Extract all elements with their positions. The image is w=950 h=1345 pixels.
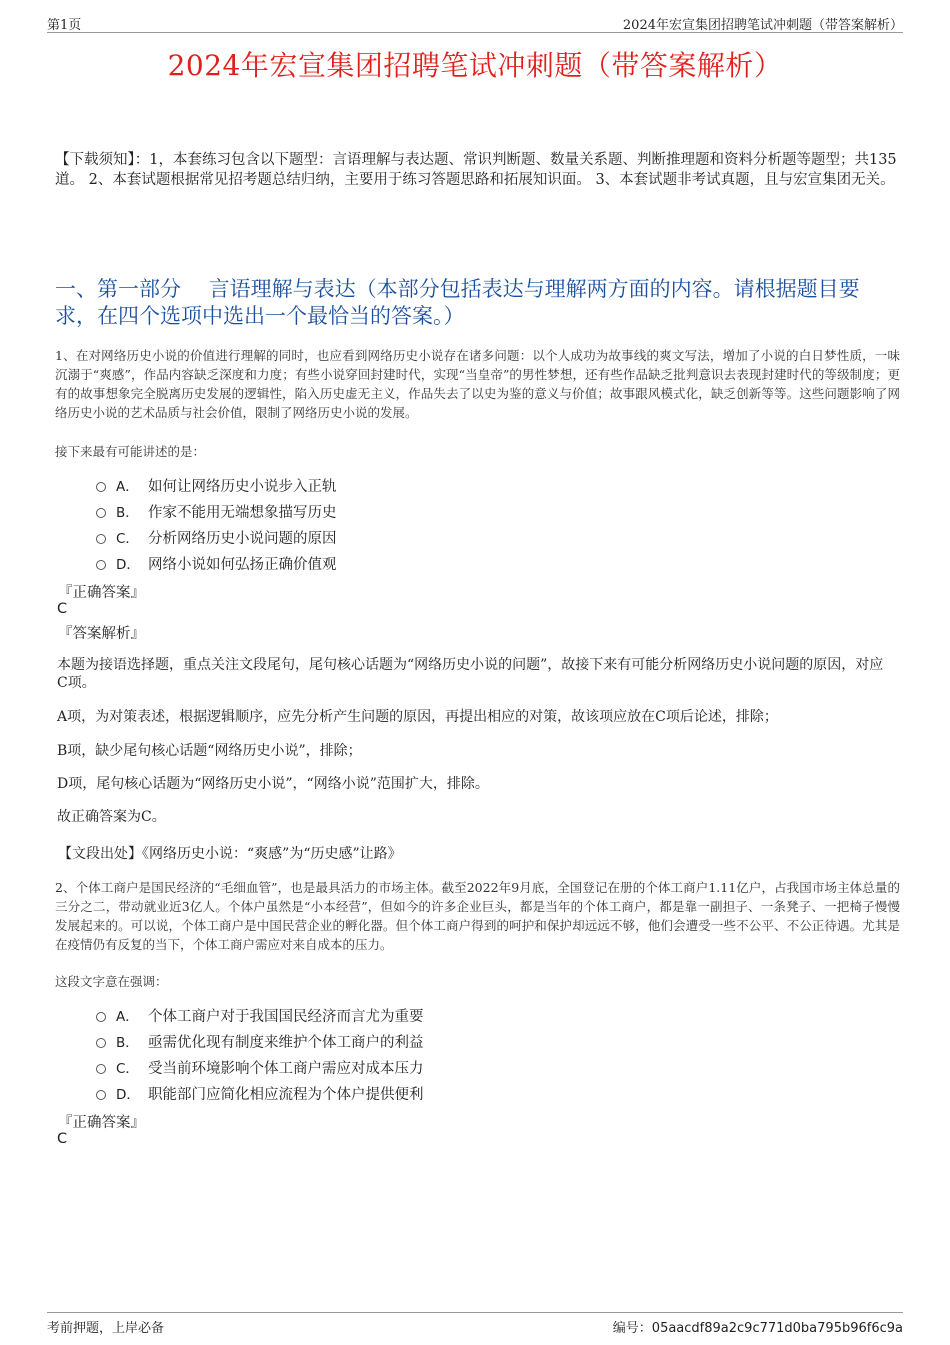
option-c[interactable]: C． 受当前环境影响个体工商户需应对成本压力 — [96, 1054, 424, 1080]
document-code: 编号：05aacdf89a2c9c771d0ba795b96f6c9a — [612, 1321, 903, 1336]
analysis-paragraph: D项，尾句核心话题为“网络历史小说”，“网络小说”范围扩大，排除。 — [57, 776, 489, 792]
footer-slogan: 考前押题，上岸必备 — [47, 1321, 165, 1336]
radio-icon[interactable] — [96, 560, 106, 570]
radio-icon[interactable] — [96, 1012, 106, 1022]
radio-icon[interactable] — [96, 534, 106, 544]
option-a[interactable]: A． 如何让网络历史小说步入正轨 — [96, 472, 337, 498]
radio-icon[interactable] — [96, 1038, 106, 1048]
source-citation: 【文段出处】《网络历史小说：“爽感”为“历史感”让路》 — [58, 846, 402, 862]
answer-label: 『正确答案』 — [58, 585, 145, 601]
option-b[interactable]: B． 作家不能用无端想象描写历史 — [96, 498, 337, 524]
header-doc-title: 2024年宏宣集团招聘笔试冲刺题（带答案解析） — [622, 18, 903, 33]
answer-value: C — [57, 1131, 68, 1147]
question-1-options — [96, 472, 337, 576]
question-1-text: 1、在对网络历史小说的价值进行理解的同时，也应看到网络历史小说存在诸多问题：以个人成功为故事线的爽文写法，增加了小说的白日梦性质，一味沉溺于“爽感”，作品内容缺乏深度和力度；有些小说穿回封建时代，实现“当皇帝”的男性梦想，还有些作品缺乏批判意识去表现封建时代的等级制度；更有的故事想象完全脱离历史发展的逻辑性，陷入历史虚无主义，作品失去了以史为鉴的意义与价值；故事跟风模式化，缺乏创新等等。这些问题影响了网络历史小说的艺术品质与社会价值，限制了网络历史小说的发展。 — [55, 348, 900, 420]
question-2-prompt: 这段文字意在强调： — [55, 974, 168, 989]
question-2-text: 2、个体工商户是国民经济的“毛细血管”，也是最具活力的市场主体。截至2022年9月底，全国登记在册的个体工商户1.11亿户，占我国市场主体总量的三分之二，带动就业近3亿人。个体户虽然是“小本经营”，但如今的许多企业巨头，都是当年的个体工商户，都是靠一副担子、一条凳子、一把椅子慢慢发展起来的。可以说，个体工商户是中国民营企业的孵化器。但个体工商户得到的呵护和保护却远远不够，他们会遭受一些不公平、不公正待遇。尤其是在疫情仍有反复的当下，个体工商户需应对来自成本的压力。 — [55, 880, 900, 952]
section-heading: 一、第一部分 言语理解与表达（本部分包括表达与理解两方面的内容。请根据题目要求，在四个选项中选出一个最恰当的答案。） — [55, 277, 860, 328]
option-a[interactable]: A． 个体工商户对于我国国民经济而言尤为重要 — [96, 1002, 424, 1028]
question-2-options — [96, 1002, 424, 1106]
option-c[interactable]: C． 分析网络历史小说问题的原因 — [96, 524, 337, 550]
analysis-label: 『答案解析』 — [58, 626, 145, 642]
page-number: 第1页 — [47, 18, 82, 33]
radio-icon[interactable] — [96, 482, 106, 492]
analysis-paragraph: B项，缺少尾句核心话题“网络历史小说”，排除； — [57, 743, 362, 759]
analysis-paragraph: 故正确答案为C。 — [57, 809, 166, 825]
answer-value: C — [57, 601, 68, 617]
document-title: 2024年宏宣集团招聘笔试冲刺题（带答案解析） — [167, 49, 783, 82]
radio-icon[interactable] — [96, 1064, 106, 1074]
analysis-paragraph: 本题为接语选择题，重点关注文段尾句，尾句核心话题为“网络历史小说的问题”，故接下来有可能分析网络历史小说问题的原因，对应C项。 — [57, 657, 884, 691]
option-b[interactable]: B． 亟需优化现有制度来维护个体工商户的利益 — [96, 1028, 424, 1054]
option-d[interactable]: D． 职能部门应简化相应流程为个体户提供便利 — [96, 1080, 424, 1106]
analysis-paragraph: A项，为对策表述，根据逻辑顺序，应先分析产生问题的原因，再提出相应的对策，故该项应放在C项后论述，排除； — [57, 709, 778, 725]
option-d[interactable]: D． 网络小说如何弘扬正确价值观 — [96, 550, 337, 576]
page-header — [47, 12, 903, 33]
download-notice: 【下载须知】：1，本套练习包含以下题型：言语理解与表达题、常识判断题、数量关系题、判断推理题和资料分析题等题型；共135道。 2、本套试题根据常见招考题总结归纳，主要用于练习答题思路和拓展知识面。 3、本套试题非考试真题，且与宏宣集团无关。 — [55, 152, 897, 188]
radio-icon[interactable] — [96, 508, 106, 518]
question-1-prompt: 接下来最有可能讲述的是： — [55, 444, 206, 459]
radio-icon[interactable] — [96, 1090, 106, 1100]
answer-label: 『正确答案』 — [58, 1115, 145, 1131]
page-footer — [47, 1312, 903, 1337]
